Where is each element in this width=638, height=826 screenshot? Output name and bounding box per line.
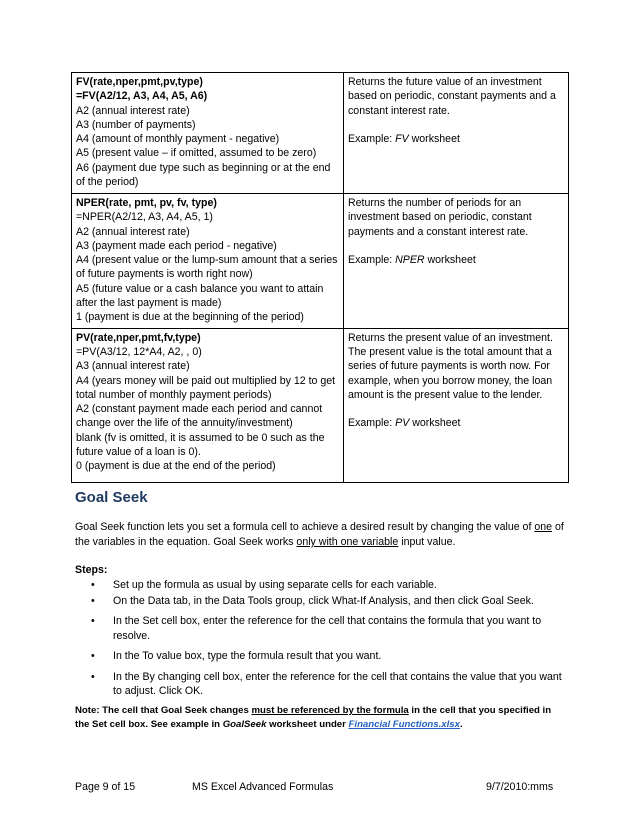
example-label: Example: (348, 417, 393, 430)
description-text: Returns the present value of an investment. The present value is the total amount that a series of future payments is worth now. For example, when you borrow money, the loan amount is the present value to the lender. (348, 331, 553, 401)
pv-description-cell (344, 328, 569, 482)
intro-paragraph (75, 520, 567, 550)
step-text: Set up the formula as usual by using separate cells for each variable. (113, 579, 437, 591)
nper-description-cell (344, 194, 569, 329)
steps-heading: Steps: (75, 564, 108, 576)
cell-line: NPER(rate, pmt, pv, fv, type) (76, 197, 217, 209)
cell-line: A3 (number of payments) (76, 118, 196, 131)
intro-underline: only with one variable (296, 536, 399, 548)
example-worksheet-name: NPER (395, 254, 425, 267)
list-item (75, 594, 567, 609)
cell-line: A4 (present value or the lump-sum amount that a series of future payments is worth right now) (76, 254, 338, 281)
workbook-link[interactable]: Financial Functions.xlsx (348, 719, 460, 730)
cell-line: =FV(A2/12, A3, A4, A5, A6) (76, 90, 208, 103)
example-suffix: worksheet (412, 417, 461, 430)
cell-line: blank (fv is omitted, it is assumed to be 0 such as the future value of a loan is 0). (76, 431, 325, 459)
cell-line: =PV(A3/12, 12*A4, A2, , 0) (76, 345, 202, 358)
intro-text: input value. (398, 536, 456, 548)
cell-line: =NPER(A2/12, A3, A4, A5, 1) (76, 211, 213, 224)
note-text: in the cell that you specified in the Set cell box. See example in (75, 705, 552, 730)
description-text: Returns the number of periods for an investment based on periodic, constant payments and a constant interest rate. (348, 197, 532, 238)
example-label: Example: (348, 254, 393, 267)
step-text: In the Set cell box, enter the reference for the cell that contains the formula that you want to resolve. (113, 615, 542, 642)
cell-line: A4 (years money will be paid out multiplied by 12 to get total number of monthly payment periods) (76, 374, 336, 401)
cell-line: A3 (annual interest rate) (76, 360, 190, 373)
example-suffix: worksheet (427, 254, 476, 267)
intro-text: Goal Seek function lets you set a formula cell to achieve a desired result by changing the value of (75, 521, 535, 533)
cell-line: 0 (payment is due at the end of the period) (76, 460, 276, 473)
table-row (72, 73, 569, 194)
footer-date: 9/7/2010:mms (486, 781, 554, 793)
cell-line: PV(rate,nper,pmt,fv,type) (76, 331, 201, 344)
example-label: Example: (348, 133, 393, 146)
section-heading: Goal Seek (75, 489, 148, 506)
cell-line: A4 (amount of monthly payment - negative) (76, 133, 280, 146)
bullet-icon: • (91, 615, 95, 627)
list-item (75, 614, 567, 643)
cell-line: A6 (payment due type such as beginning or at the end of the period) (76, 161, 331, 189)
cell-line: 1 (payment is due at the beginning of the period) (76, 311, 304, 324)
fv-syntax-cell (72, 73, 344, 194)
example-suffix: worksheet (411, 133, 460, 146)
note-text: Note: The cell that Goal Seek changes (75, 705, 252, 716)
example-line (348, 253, 564, 267)
footer-page-number: Page 9 of 15 (75, 781, 136, 793)
intro-text: of the variables in the equation. Goal Seek works (75, 521, 564, 548)
cell-line: A3 (payment made each period - negative) (76, 239, 277, 252)
note-paragraph (75, 704, 567, 732)
table-row (72, 328, 569, 482)
step-text: In the To value box, type the formula result that you want. (113, 650, 382, 662)
cell-line: FV(rate,nper,pmt,pv,type) (76, 76, 203, 88)
list-item (75, 578, 567, 593)
footer-title: MS Excel Advanced Formulas (192, 781, 334, 793)
step-text: On the Data tab, in the Data Tools group, click What-If Analysis, and then click Goal Seek. (113, 594, 534, 607)
cell-line: A2 (constant payment made each period and cannot change over the life of the annuity/investment) (76, 403, 323, 430)
fv-description-cell (344, 73, 569, 194)
example-worksheet-name: PV (395, 417, 410, 430)
nper-syntax-cell (72, 194, 344, 329)
steps-list (75, 578, 567, 705)
cell-line: A5 (present value – if omitted, assumed to be zero) (76, 147, 317, 160)
note-text: worksheet under (266, 719, 349, 730)
note-underline: must be referenced by the formula (251, 705, 409, 716)
example-worksheet-name: FV (395, 133, 409, 146)
note-worksheet-name: GoalSeek (222, 719, 267, 730)
bullet-icon: • (91, 579, 95, 591)
cell-line: A2 (annual interest rate) (76, 104, 190, 117)
step-text: In the By changing cell box, enter the reference for the cell that contains the value that you want to adjust. Click OK. (113, 670, 562, 697)
pv-syntax-cell (72, 328, 344, 482)
example-line (348, 132, 564, 146)
note-text: . (459, 719, 463, 730)
table-row (72, 194, 569, 329)
example-line (348, 416, 564, 430)
cell-line: A5 (future value or a cash balance you want to attain after the last payment is made) (76, 282, 324, 310)
functions-table (71, 72, 569, 483)
intro-underline: one (534, 521, 553, 533)
cell-line: A2 (annual interest rate) (76, 225, 190, 238)
list-item (75, 670, 567, 699)
description-text: Returns the future value of an investment based on periodic, constant payments and a constant interest rate. (348, 76, 556, 117)
bullet-icon: • (91, 670, 95, 683)
bullet-icon: • (91, 650, 95, 662)
bullet-icon: • (91, 594, 95, 607)
list-item (75, 649, 567, 664)
